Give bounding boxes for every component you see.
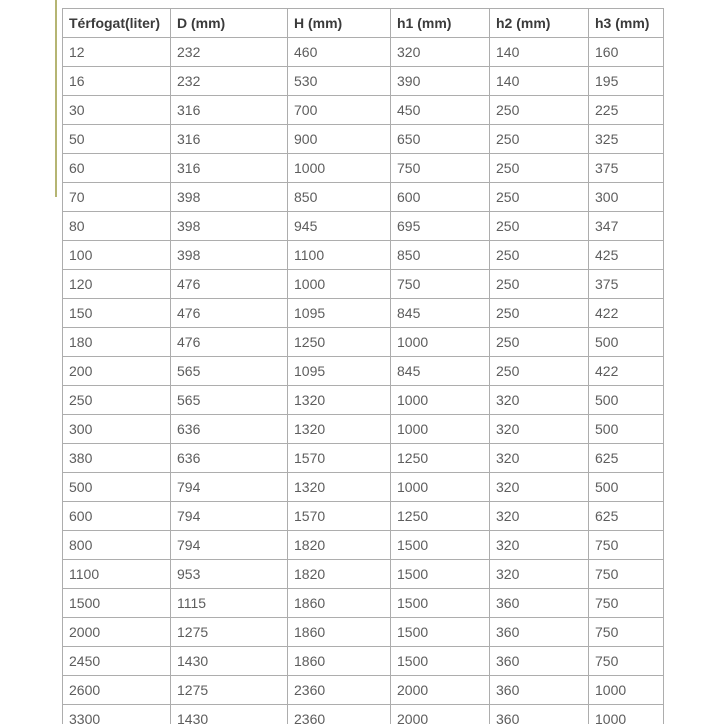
table-cell: 600 (391, 183, 490, 212)
table-cell: 2450 (63, 647, 171, 676)
table-cell: 794 (171, 473, 288, 502)
table-cell: 398 (171, 241, 288, 270)
table-row (63, 589, 664, 618)
table-cell: 1000 (391, 473, 490, 502)
table-cell: 1115 (171, 589, 288, 618)
table-cell: 1860 (288, 647, 391, 676)
table-cell: 390 (391, 67, 490, 96)
table-cell: 1500 (391, 618, 490, 647)
table-cell: 380 (63, 444, 171, 473)
table-cell: 500 (589, 328, 664, 357)
table-cell: 250 (490, 270, 589, 299)
table-cell: 1000 (589, 676, 664, 705)
table-cell: 750 (589, 531, 664, 560)
table-cell: 320 (490, 415, 589, 444)
table-cell: 325 (589, 125, 664, 154)
column-header: Térfogat(liter) (63, 9, 171, 38)
table-cell: 70 (63, 183, 171, 212)
table-row (63, 531, 664, 560)
table-cell: 2000 (391, 705, 490, 724)
table-cell: 195 (589, 67, 664, 96)
table-cell: 200 (63, 357, 171, 386)
table-cell: 316 (171, 96, 288, 125)
table-cell: 398 (171, 183, 288, 212)
table-cell: 30 (63, 96, 171, 125)
table-cell: 360 (490, 618, 589, 647)
table-row (63, 125, 664, 154)
table-cell: 1250 (391, 502, 490, 531)
table-cell: 422 (589, 299, 664, 328)
table-cell: 750 (589, 647, 664, 676)
table-cell: 1095 (288, 357, 391, 386)
table-cell: 360 (490, 705, 589, 724)
table-cell: 320 (490, 560, 589, 589)
table-cell: 1570 (288, 444, 391, 473)
table-cell: 500 (589, 473, 664, 502)
table-row (63, 647, 664, 676)
table-cell: 150 (63, 299, 171, 328)
table-cell: 360 (490, 676, 589, 705)
table-row (63, 299, 664, 328)
table-cell: 1000 (288, 270, 391, 299)
table-cell: 316 (171, 154, 288, 183)
table-cell: 1500 (391, 647, 490, 676)
table-cell: 50 (63, 125, 171, 154)
left-accent-line (55, 0, 57, 197)
table-cell: 450 (391, 96, 490, 125)
table-body (63, 38, 664, 724)
table-cell: 1000 (391, 415, 490, 444)
table-cell: 1500 (391, 531, 490, 560)
table-cell: 1320 (288, 473, 391, 502)
table-cell: 100 (63, 241, 171, 270)
column-header: h2 (mm) (490, 9, 589, 38)
table-cell: 850 (288, 183, 391, 212)
table-row (63, 183, 664, 212)
table-cell: 2600 (63, 676, 171, 705)
table-cell: 1000 (391, 328, 490, 357)
table-row (63, 415, 664, 444)
table-cell: 250 (490, 212, 589, 241)
table-cell: 1430 (171, 647, 288, 676)
table-cell: 650 (391, 125, 490, 154)
table-cell: 347 (589, 212, 664, 241)
table-cell: 565 (171, 386, 288, 415)
table-cell: 794 (171, 502, 288, 531)
table-cell: 320 (391, 38, 490, 67)
table-cell: 320 (490, 386, 589, 415)
table-cell: 232 (171, 38, 288, 67)
table-cell: 625 (589, 444, 664, 473)
table-cell: 250 (490, 154, 589, 183)
table-row (63, 96, 664, 125)
table-cell: 945 (288, 212, 391, 241)
table-cell: 2000 (63, 618, 171, 647)
table-cell: 750 (391, 154, 490, 183)
table-cell: 375 (589, 270, 664, 299)
table-cell: 250 (490, 328, 589, 357)
table-cell: 700 (288, 96, 391, 125)
table-cell: 800 (63, 531, 171, 560)
table-cell: 250 (490, 183, 589, 212)
table-cell: 225 (589, 96, 664, 125)
table-cell: 140 (490, 38, 589, 67)
table-cell: 180 (63, 328, 171, 357)
table-cell: 845 (391, 299, 490, 328)
table-cell: 425 (589, 241, 664, 270)
table-row (63, 38, 664, 67)
table-cell: 500 (589, 386, 664, 415)
table-cell: 750 (589, 560, 664, 589)
table-row (63, 328, 664, 357)
table-row (63, 473, 664, 502)
table-cell: 80 (63, 212, 171, 241)
table-row (63, 386, 664, 415)
table-cell: 750 (589, 589, 664, 618)
table-cell: 600 (63, 502, 171, 531)
table-cell: 250 (63, 386, 171, 415)
table-cell: 160 (589, 38, 664, 67)
table-cell: 1250 (391, 444, 490, 473)
table-row (63, 212, 664, 241)
table-cell: 360 (490, 647, 589, 676)
table-cell: 530 (288, 67, 391, 96)
table-cell: 375 (589, 154, 664, 183)
table-cell: 120 (63, 270, 171, 299)
table-row (63, 705, 664, 724)
table-cell: 460 (288, 38, 391, 67)
table-row (63, 241, 664, 270)
table-row (63, 560, 664, 589)
table-cell: 500 (589, 415, 664, 444)
column-header: h3 (mm) (589, 9, 664, 38)
table-cell: 1000 (391, 386, 490, 415)
table-cell: 250 (490, 125, 589, 154)
table-row (63, 154, 664, 183)
table-cell: 1275 (171, 618, 288, 647)
table-cell: 250 (490, 96, 589, 125)
table-cell: 794 (171, 531, 288, 560)
table-cell: 1000 (589, 705, 664, 724)
table-cell: 140 (490, 67, 589, 96)
table-row (63, 270, 664, 299)
table-cell: 695 (391, 212, 490, 241)
table-cell: 320 (490, 444, 589, 473)
table-cell: 316 (171, 125, 288, 154)
table-cell: 2360 (288, 705, 391, 724)
table-cell: 1095 (288, 299, 391, 328)
table-cell: 300 (63, 415, 171, 444)
table-row (63, 502, 664, 531)
table-cell: 320 (490, 502, 589, 531)
table-row (63, 618, 664, 647)
table-cell: 300 (589, 183, 664, 212)
table-cell: 500 (63, 473, 171, 502)
table-head (63, 9, 664, 38)
table-cell: 232 (171, 67, 288, 96)
table-cell: 12 (63, 38, 171, 67)
table-cell: 1100 (63, 560, 171, 589)
table-cell: 476 (171, 270, 288, 299)
table-cell: 625 (589, 502, 664, 531)
table-row (63, 67, 664, 96)
table-cell: 1820 (288, 531, 391, 560)
table-cell: 320 (490, 531, 589, 560)
table-cell: 750 (589, 618, 664, 647)
table-cell: 1860 (288, 589, 391, 618)
table-cell: 250 (490, 241, 589, 270)
table-cell: 636 (171, 444, 288, 473)
table-row (63, 676, 664, 705)
column-header: h1 (mm) (391, 9, 490, 38)
table-cell: 750 (391, 270, 490, 299)
table-cell: 1820 (288, 560, 391, 589)
table-cell: 250 (490, 357, 589, 386)
column-header: H (mm) (288, 9, 391, 38)
table-cell: 1000 (288, 154, 391, 183)
table-cell: 2000 (391, 676, 490, 705)
table-cell: 1100 (288, 241, 391, 270)
table-row (63, 357, 664, 386)
table-cell: 1430 (171, 705, 288, 724)
table-cell: 1500 (63, 589, 171, 618)
table-cell: 1570 (288, 502, 391, 531)
volume-dimensions-table (62, 8, 664, 724)
table-cell: 565 (171, 357, 288, 386)
table-header-row (63, 9, 664, 38)
table-cell: 3300 (63, 705, 171, 724)
table-cell: 16 (63, 67, 171, 96)
table-cell: 476 (171, 328, 288, 357)
table-row (63, 444, 664, 473)
table-cell: 1320 (288, 415, 391, 444)
table-cell: 1320 (288, 386, 391, 415)
table-cell: 850 (391, 241, 490, 270)
table-cell: 1250 (288, 328, 391, 357)
table-cell: 398 (171, 212, 288, 241)
column-header: D (mm) (171, 9, 288, 38)
table-cell: 320 (490, 473, 589, 502)
table-cell: 900 (288, 125, 391, 154)
table-cell: 845 (391, 357, 490, 386)
table-cell: 422 (589, 357, 664, 386)
table-cell: 250 (490, 299, 589, 328)
table-cell: 1500 (391, 560, 490, 589)
table-cell: 636 (171, 415, 288, 444)
table-cell: 1275 (171, 676, 288, 705)
table-cell: 360 (490, 589, 589, 618)
table-cell: 476 (171, 299, 288, 328)
table-cell: 60 (63, 154, 171, 183)
table-cell: 953 (171, 560, 288, 589)
table-cell: 2360 (288, 676, 391, 705)
table-cell: 1500 (391, 589, 490, 618)
table-cell: 1860 (288, 618, 391, 647)
